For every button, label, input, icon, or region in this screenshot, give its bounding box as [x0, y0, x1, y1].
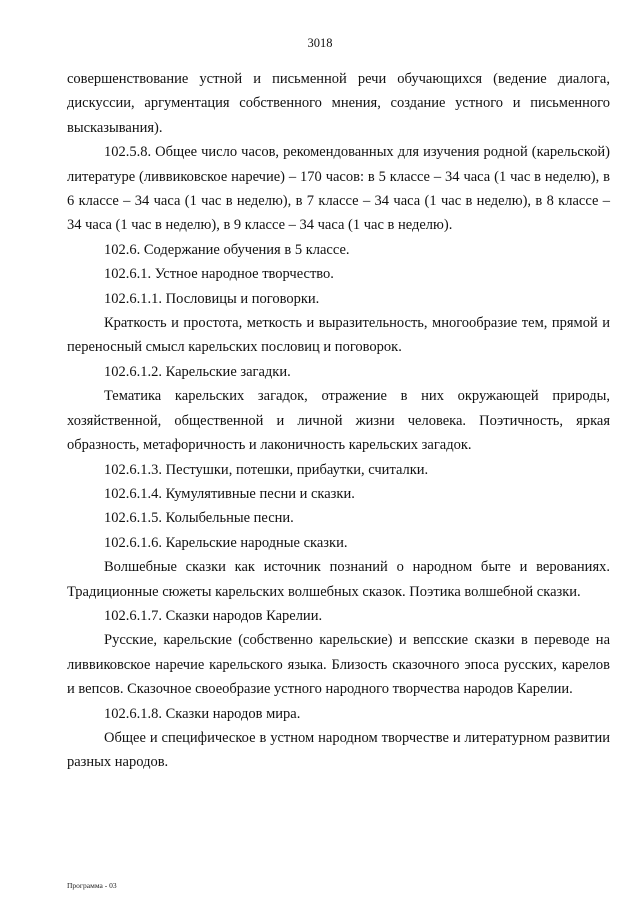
section-heading: 102.6.1.6. Карельские народные сказки.: [104, 534, 348, 551]
page-number: 3018: [307, 36, 333, 50]
paragraph: Русские, карельские (собственно карельские) и вепсские сказки в переводе на ливвиковское наречие карельского языка. Близость сказочного эпоса русских, карелов и вепсов. Сказочное своеобразие устного народного творчества народов Карелии.: [67, 632, 610, 698]
section-heading: 102.6.1. Устное народное творчество.: [104, 266, 334, 283]
section-heading: 102.6.1.8. Сказки народов мира.: [104, 705, 301, 722]
paragraph: Волшебные сказки как источник познаний о народном быте и верованиях. Традиционные сюжеты карельских волшебных сказок. Поэтика волшебной сказки.: [67, 559, 610, 600]
paragraph: совершенствование устной и письменной речи обучающихся (ведение диалога, дискуссии, аргументация собственного мнения, создание устного и письменного высказывания).: [67, 71, 610, 136]
section-heading: 102.6.1.5. Колыбельные песни.: [104, 510, 294, 527]
section-heading: 102.6.1.2. Карельские загадки.: [104, 363, 291, 380]
section-heading: 102.6.1.3. Пестушки, потешки, прибаутки, считалки.: [104, 461, 429, 478]
paragraph: 102.5.8. Общее число часов, рекомендованных для изучения родной (карельской) литературе (ливвиковское наречие) – 170 часов: в 5 классе – 34 часа (1 час в неделю), в 6 классе – 34 часа (1 час в неделю), в 7 классе – 34 часа (1 час в неделю), в 8 классе – 34 часа (1 час в неделю), в 9 классе – 34 часа (1 час в неделю).: [67, 144, 610, 234]
document-body: [67, 67, 610, 775]
paragraph: Тематика карельских загадок, отражение в них окружающей природы, хозяйственной, общественной и личной жизни человека. Поэтичность, яркая образность, метафоричность и лаконичность карельских загадок.: [67, 388, 610, 454]
paragraph: Краткость и простота, меткость и выразительность, многообразие тем, прямой и переносный смысл карельских пословиц и поговорок.: [67, 315, 610, 356]
paragraph: Общее и специфическое в устном народном творчестве и литературном развитии разных народов.: [67, 729, 610, 771]
section-heading: 102.6. Содержание обучения в 5 классе.: [104, 241, 350, 258]
section-heading: 102.6.1.4. Кумулятивные песни и сказки.: [104, 485, 355, 502]
section-heading: 102.6.1.7. Сказки народов Карелии.: [104, 607, 323, 624]
footer-label: Программа - 03: [67, 881, 117, 890]
section-heading: 102.6.1.1. Пословицы и поговорки.: [104, 290, 320, 307]
